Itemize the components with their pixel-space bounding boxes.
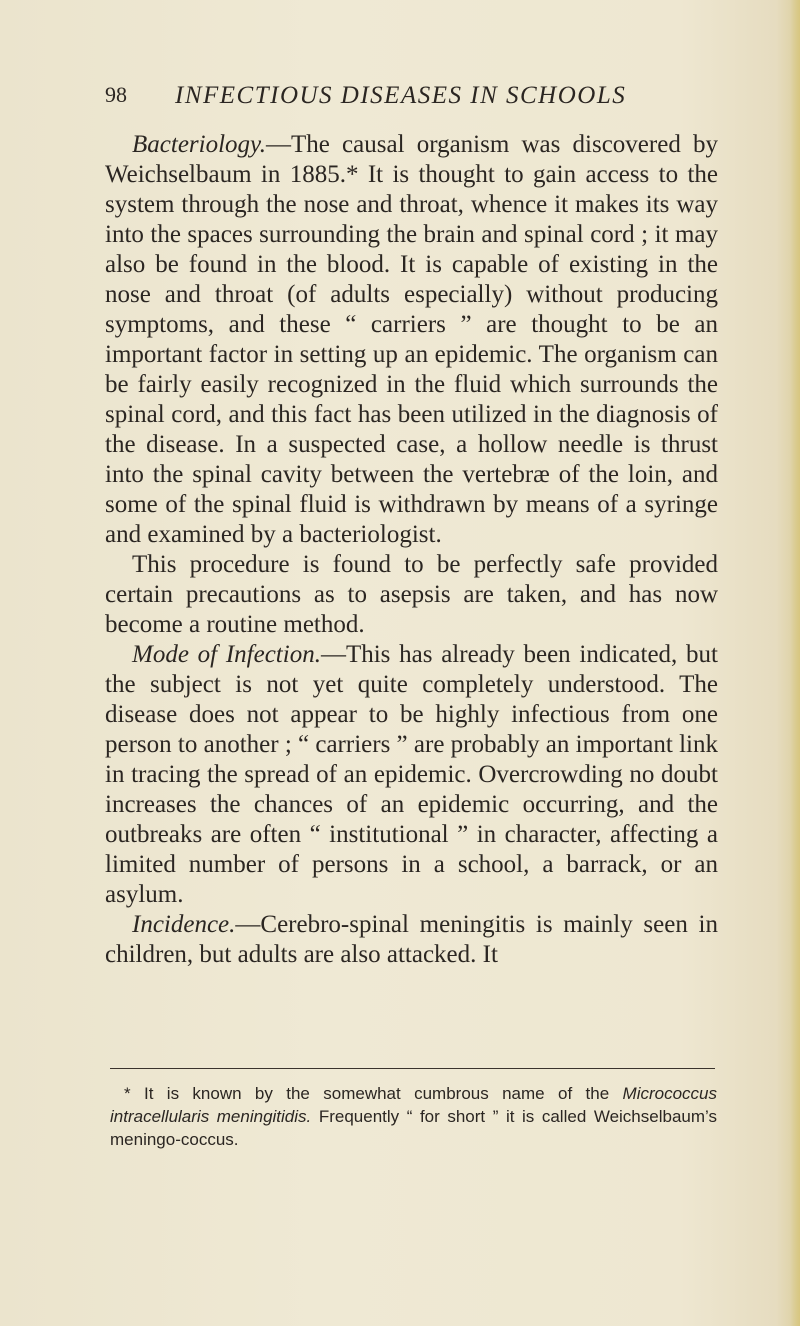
- footnote: [110, 1082, 717, 1151]
- paragraph-text: —The causal organism was discovered by Weichselbaum in 1885.* It is thought to gain access to the system through the nose and throat, whence it makes its way into the spaces surrounding the brain and spinal cord ; it may also be found in the blood. It is capable of existing in the nose and throat (of adults especially) without producing symptoms, and these “ carriers ” are thought to be an important factor in setting up an epidemic. The organism can be fairly easily recognized in the fluid which surrounds the spinal cord, and this fact has been utilized in the diagnosis of the disease. In a suspected case, a hollow needle is thrust into the spinal cavity between the vertebræ of the loin, and some of the spinal fluid is withdrawn by means of a syringe and examined by a bacteriologist.: [105, 131, 718, 548]
- footnote-organism-name: Micrococcus intracellularis meningitidis.: [110, 1084, 717, 1126]
- running-title: INFECTIOUS DISEASES IN SCHOOLS: [175, 82, 627, 109]
- section-heading: Incidence.: [132, 911, 236, 938]
- paragraph-text: This procedure is found to be perfectly safe provided certain precautions as to asepsis are taken, and has now become a routine method.: [105, 551, 718, 638]
- page-number: 98: [105, 82, 127, 107]
- body-text: [105, 130, 718, 970]
- section-heading: Mode of Infection.: [132, 641, 321, 668]
- footnote-text: [110, 1082, 717, 1151]
- section-heading: Bacteriology.: [132, 131, 266, 158]
- page-edge: [790, 0, 800, 1326]
- paragraph-incidence: [105, 910, 718, 970]
- footnote-lead: * It is known by the somewhat cumbrous name of the: [124, 1084, 623, 1103]
- paragraph-text: —This has already been indicated, but the subject is not yet quite completely understood. The disease does not appear to be highly infectious from one person to another ; “ carriers ” are probably an important link in tracing the spread of an epidemic. Overcrowding no doubt increases the chances of an epidemic occurring, and the outbreaks are often “ institutional ” in character, affecting a limited number of persons in a school, a barrack, or an asylum.: [105, 641, 718, 908]
- footnote-rule: [110, 1068, 715, 1069]
- footnote-rest: Frequently “ for short ” it is called Weichselbaum’s meningo-coccus.: [110, 1107, 717, 1149]
- paragraph-bacteriology: [105, 130, 718, 550]
- paragraph-procedure: [105, 550, 718, 640]
- paragraph-text: —Cerebro-spinal meningitis is mainly seen in children, but adults are also attacked. It: [105, 911, 718, 968]
- paragraph-mode-of-infection: [105, 640, 718, 910]
